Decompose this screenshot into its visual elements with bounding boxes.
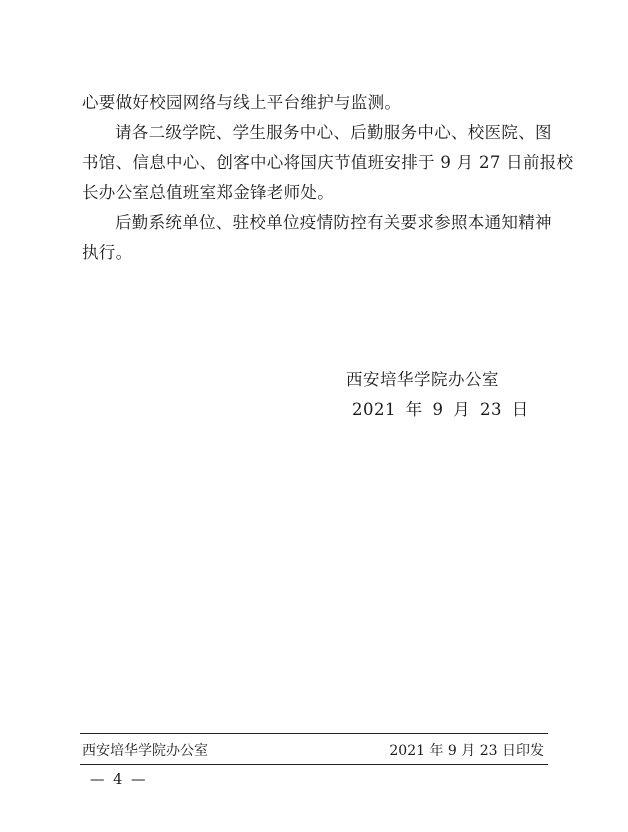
signature-date: 2021 年 9 月 23 日 (352, 400, 529, 419)
footer-top-rule (80, 733, 548, 734)
paragraph (82, 118, 574, 208)
page-number: — 4 — (90, 772, 148, 788)
footer-bottom-rule (80, 764, 548, 765)
paragraph-line: 后勤系统单位、驻校单位疫情防控有关要求参照本通知精神 (115, 213, 552, 232)
paragraph (82, 88, 550, 118)
paragraph-line: 请各二级学院、学生服务中心、后勤服务中心、校医院、图 (115, 123, 552, 142)
paragraph-line: 长办公室总值班室郑金锋老师处。 (82, 183, 334, 202)
paragraph-line: 心要做好校园网络与线上平台维护与监测。 (82, 93, 402, 112)
paragraph-line: 书馆、信息中心、创客中心将国庆节值班安排于 9 月 27 日前报校 (82, 153, 574, 172)
document-body (82, 88, 574, 268)
paragraph-line: 执行。 (82, 243, 133, 262)
footer-organization: 西安培华学院办公室 (82, 743, 208, 759)
paragraph (82, 208, 550, 268)
signature-organization: 西安培华学院办公室 (346, 370, 499, 389)
footer-print-date: 2021 年 9 月 23 日印发 (389, 743, 544, 759)
